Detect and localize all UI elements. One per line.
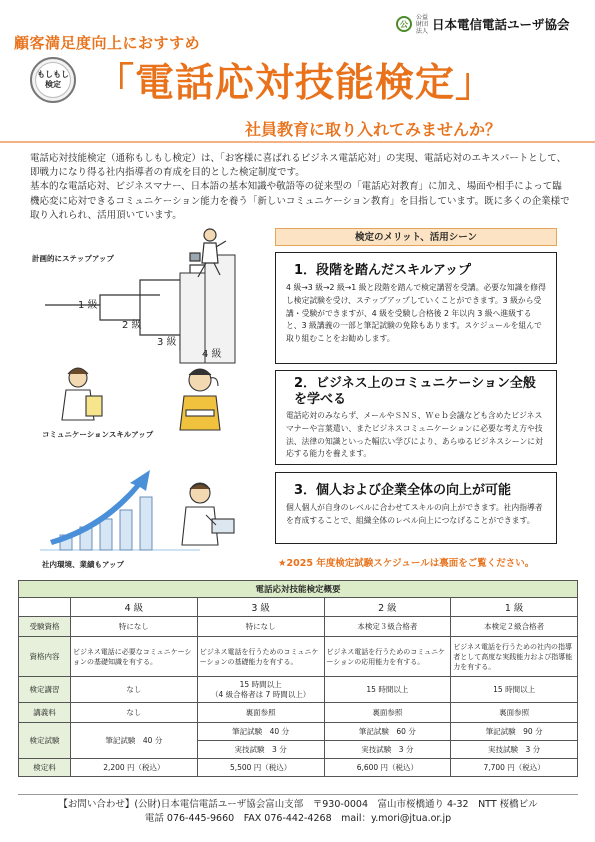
intro-paragraph-1: 電話応対技能検定（通称もしもし検定）は、「お客様に喜ばれるビジネス電話応対」の実現、電話応対のエキスパートとして、即戦力になり得る社内指導者の育成を目的とした検定制度です。 [30,153,567,179]
worker-pc-icon [182,483,234,545]
step-4: 4 級 [202,349,222,360]
cell-fee-3: 裏面参照 [197,703,324,723]
intro-text [30,152,570,223]
cell-content-2: ビジネス電話を行うためのコミュニケーションの応用能力を有する。 [324,637,451,677]
merit-box-3 [275,472,557,544]
cell-qual-2: 本検定３級合格者 [324,617,451,637]
contact-line-1: 【お問い合わせ】(公財)日本電信電話ユーザ協会富山支部 〒930-0004 富山市桜橋通り 4-32 NTT 桜橋ビル [58,799,538,810]
cell-exam-4: 筆記試験 40 分 [71,723,198,759]
row-label-exam: 検定試験 [19,723,71,759]
cell-lecture-1: 15 時間以上 [451,677,578,703]
logo-line1: もしもし [37,70,69,79]
merit-box-2 [275,370,557,465]
cell-exam-practical-2: 実技試験 3 分 [324,741,451,759]
logo-line2: 検定 [45,80,61,89]
tagline: 顧客満足度向上におすすめ [14,34,201,52]
page-title: 「電話応対技能検定」 [95,61,496,106]
level-1-header: 1 級 [451,598,578,617]
label-env: 社内環境、業績もアップ [42,560,124,569]
cell-lecture-3-main: 15 時間以上 [239,679,282,689]
level-2-header: 2 級 [324,598,451,617]
cell-fee-4: なし [71,703,198,723]
table-corner [19,598,71,617]
org-logo [396,14,570,34]
intro-paragraph-2: 基本的な電話応対、ビジネスマナー、日本語の基本知識や敬語等の従来型の「電話応対教育」に加え、場面や相手によって臨機応変に応対できるコミュニケーション能力を養う「新しいコミュニケーション教育」を目指しています。既に多くの企業様で取り入れられ、活用頂いています。 [30,181,570,221]
merit-title-3: 3．個人および企業全体の向上が可能 [294,483,512,498]
cell-lecture-4: なし [71,677,198,703]
row-label-lecture: 検定講習 [19,677,71,703]
growth-illustration [40,455,260,560]
merit-body-3: 個人個人が自身のレベルに合わせてスキルの向上ができます。社内指導者を育成することで、組織全体のレベル向上につなげることができます。 [286,503,543,525]
cell-examfee-2: 6,600 円（税込） [324,759,451,777]
cell-fee-2: 裏面参照 [324,703,451,723]
bar-chart-icon [60,497,152,550]
level-4-header: 4 級 [71,598,198,617]
cell-qual-4: 特になし [71,617,198,637]
cell-lecture-3 [197,677,324,703]
cell-examfee-3: 5,500 円（税込） [197,759,324,777]
subtitle: 社員教育に取り入れてみませんか？ [245,120,502,139]
cell-exam-written-3: 筆記試験 40 分 [197,723,324,741]
org-prefix: 公益 財団法人 [416,13,429,35]
label-stepup: 計画的にステップアップ [32,254,114,263]
cell-lecture-3-note: （4 級合格者は 7 時間以上） [211,689,311,699]
merit-title-1: 1．段階を踏んだスキルアップ [294,263,472,278]
stairs-illustration [40,225,270,365]
cell-lecture-2: 15 時間以上 [324,677,451,703]
cell-exam-practical-1: 実技試験 3 分 [451,741,578,759]
moshimoshi-logo [30,57,76,103]
jtua-logo-icon: 公 [396,16,412,32]
step-3: 3 級 [157,337,177,348]
merit-body-2: 電話応対のみならず、メールやＳＮＳ、Ｗｅｂ会議なども含めたビジネスマナーや言葉遣い、またビジネスコミュニケーションに必要な考え方や技法、法律の知識といった幅広い学びにより、あらゆるビジネスシーンに対応する能力を養えます。 [286,411,543,459]
cell-qual-1: 本検定２級合格者 [451,617,578,637]
row-label-exam-fee: 検定料 [19,759,71,777]
step-1: 1 級 [78,300,98,311]
merit-body-1: 4 級→3 級→2 級→1 級と段階を踏んで検定講習を受講。必要な知識を修得し検定試験を受け、ステップアップしていくことができます。3 級から受講・受験ができますが、4 級を受験し合格後 2 年以内 3 級へ進級すると、3 級講義の一部と筆記試験の免除もあります。スケジュールを組んで取り組むことをお勧めします。 [286,283,546,344]
cell-qual-3: 特になし [197,617,324,637]
merit-heading: 検定のメリット、活用シーン [275,228,557,246]
contact-footer [18,794,578,830]
cell-exam-written-2: 筆記試験 60 分 [324,723,451,741]
label-comm: コミュニケーションスキルアップ [42,430,154,439]
level-3-header: 3 級 [197,598,324,617]
communication-illustration [50,360,260,435]
cell-examfee-4: 2,200 円（税込） [71,759,198,777]
cell-content-1: ビジネス電話を行うための社内の指導者として高度な実践能力および指導能力を有する。 [451,637,578,677]
cell-content-4: ビジネス電話に必要なコミュニケーションの基礎知識を有する。 [71,637,198,677]
row-label-qualification: 受験資格 [19,617,71,637]
row-label-lecture-fee: 講義料 [19,703,71,723]
cell-fee-1: 裏面参照 [451,703,578,723]
merit-title-2: 2．ビジネス上のコミュニケーション全般を学べる [294,376,536,407]
step-2: 2 級 [122,320,142,331]
cell-examfee-1: 7,700 円（税込） [451,759,578,777]
overview-table [18,580,578,777]
contact-line-2[interactable]: 電話 076-445-9660 FAX 076-442-4268 mail：y.mori@jtua.or.jp [144,813,452,824]
cell-exam-written-1: 筆記試験 90 分 [451,723,578,741]
schedule-note: ★2025 年度検定試験スケジュールは裏面をご覧ください。 [278,558,535,569]
org-name: 日本電信電話ユーザ協会 [432,17,570,32]
row-label-content: 資格内容 [19,637,71,677]
man-phone-icon [180,369,220,430]
table-caption: 電話応対技能検定概要 [19,581,578,598]
merit-box-1 [275,252,557,364]
woman-memo-icon [62,368,102,420]
cell-content-3: ビジネス電話を行うためのコミュニケーションの基礎能力を有する。 [197,637,324,677]
subtitle-underline [0,141,595,143]
cell-exam-practical-3: 実技試験 3 分 [197,741,324,759]
